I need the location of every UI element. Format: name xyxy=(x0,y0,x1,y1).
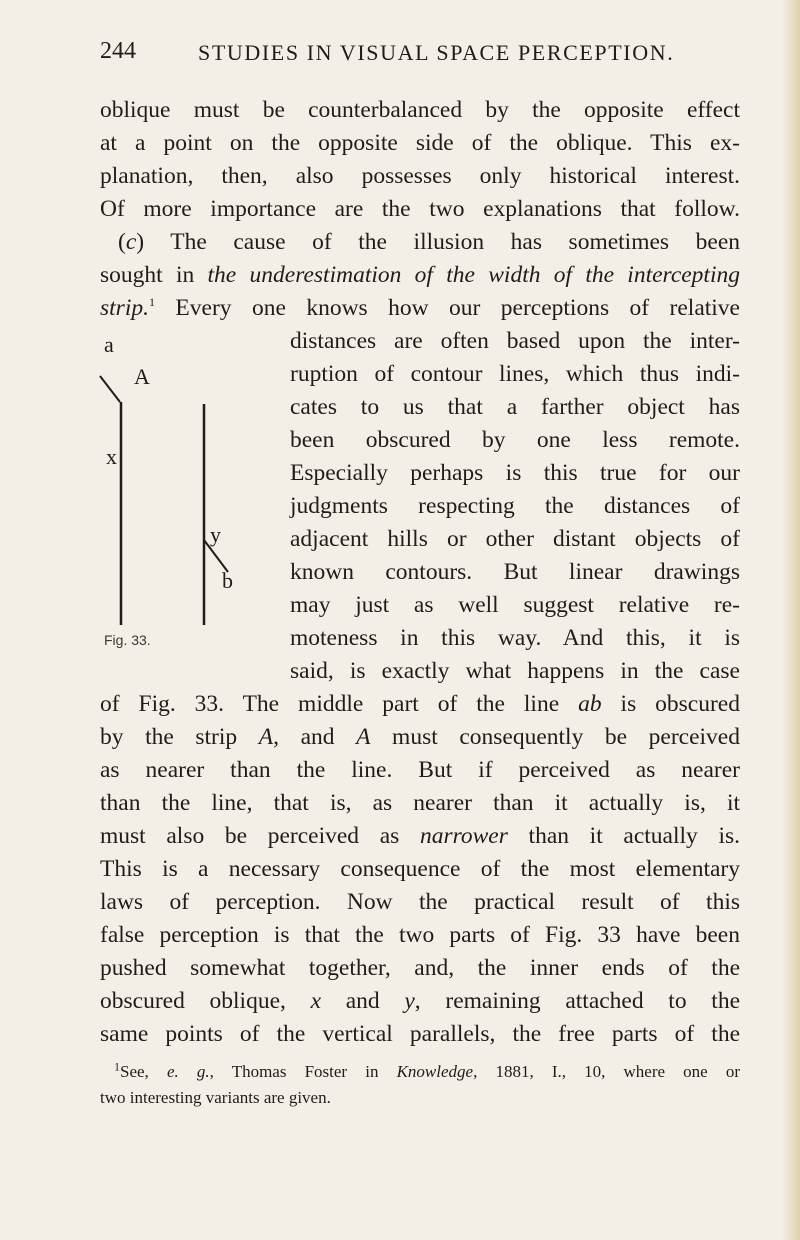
text-line: adjacent hills or other distant objects of xyxy=(290,526,740,552)
label-x: x xyxy=(106,444,117,469)
text-line: laws of perception. Now the practical result of this xyxy=(100,889,740,915)
label-y: y xyxy=(210,522,221,547)
text-line: as nearer than the line. But if perceived as nearer xyxy=(100,757,740,783)
text-line: may just as well suggest relative re- xyxy=(290,592,740,618)
figure-caption: Fig. 33. xyxy=(104,632,151,648)
text-line: must also be perceived as narrower than it actually is. xyxy=(100,823,740,849)
text-line: pushed somewhat together, and, the inner ends of the xyxy=(100,955,740,981)
figure-33-drawing xyxy=(98,340,278,640)
page-number: 244 xyxy=(100,38,136,64)
text-line: strip.$^1$ Every one knows how our perceptions of relative xyxy=(100,295,740,321)
text-line: Of more importance are the two explanations that follow. xyxy=(100,196,740,222)
text-line: known contours. But linear drawings xyxy=(290,559,740,585)
page-edge-shadow xyxy=(782,0,800,1240)
label-b: b xyxy=(222,568,233,593)
text-line: by the strip A, and A must consequently be perceived xyxy=(100,724,740,750)
footnote: $^1$See, e. g., Thomas Foster in Knowledge, 1881, I., 10, where one or xyxy=(114,1059,741,1081)
running-title: STUDIES IN VISUAL SPACE PERCEPTION. xyxy=(198,40,675,65)
text-line: (c) The cause of the illusion has sometimes been xyxy=(118,229,740,255)
running-header xyxy=(100,38,740,68)
text-line: obscured oblique, x and y, remaining attached to the xyxy=(100,988,740,1014)
text-line: oblique must be counterbalanced by the opposite effect xyxy=(100,97,740,123)
text-line: been obscured by one less remote. xyxy=(290,427,740,453)
text-line: moteness in this way. And this, it is xyxy=(290,625,740,651)
text-line: same points of the vertical parallels, the free parts of the xyxy=(100,1021,740,1047)
text-line: ruption of contour lines, which thus indi- xyxy=(290,361,740,387)
text-line: planation, then, also possesses only historical interest. xyxy=(100,163,740,189)
label-A: A xyxy=(134,364,150,389)
footnote-continuation: two interesting variants are given. xyxy=(100,1088,331,1107)
text-line: judgments respecting the distances of xyxy=(290,493,740,519)
text-line: than the line, that is, as nearer than it actually is, it xyxy=(100,790,740,816)
figure-33 xyxy=(98,332,278,640)
text-line: Especially perhaps is this true for our xyxy=(290,460,740,486)
oblique-upper-segment xyxy=(100,376,120,402)
text-line: cates to us that a farther object has xyxy=(290,394,740,420)
text-line: of Fig. 33. The middle part of the line ab is obscured xyxy=(100,691,740,717)
text-line: at a point on the opposite side of the oblique. This ex- xyxy=(100,130,740,156)
label-a: a xyxy=(104,332,114,357)
text-line: sought in the underestimation of the width of the intercepting xyxy=(100,262,740,288)
text-line: distances are often based upon the inter- xyxy=(290,328,740,354)
text-line: said, is exactly what happens in the case xyxy=(290,658,740,684)
footnote-marker: 1 xyxy=(114,1059,120,1074)
footnote-ref: 1 xyxy=(148,295,155,310)
text-line: false perception is that the two parts of Fig. 33 have been xyxy=(100,922,740,948)
text-line: This is a necessary consequence of the most elementary xyxy=(100,856,740,882)
